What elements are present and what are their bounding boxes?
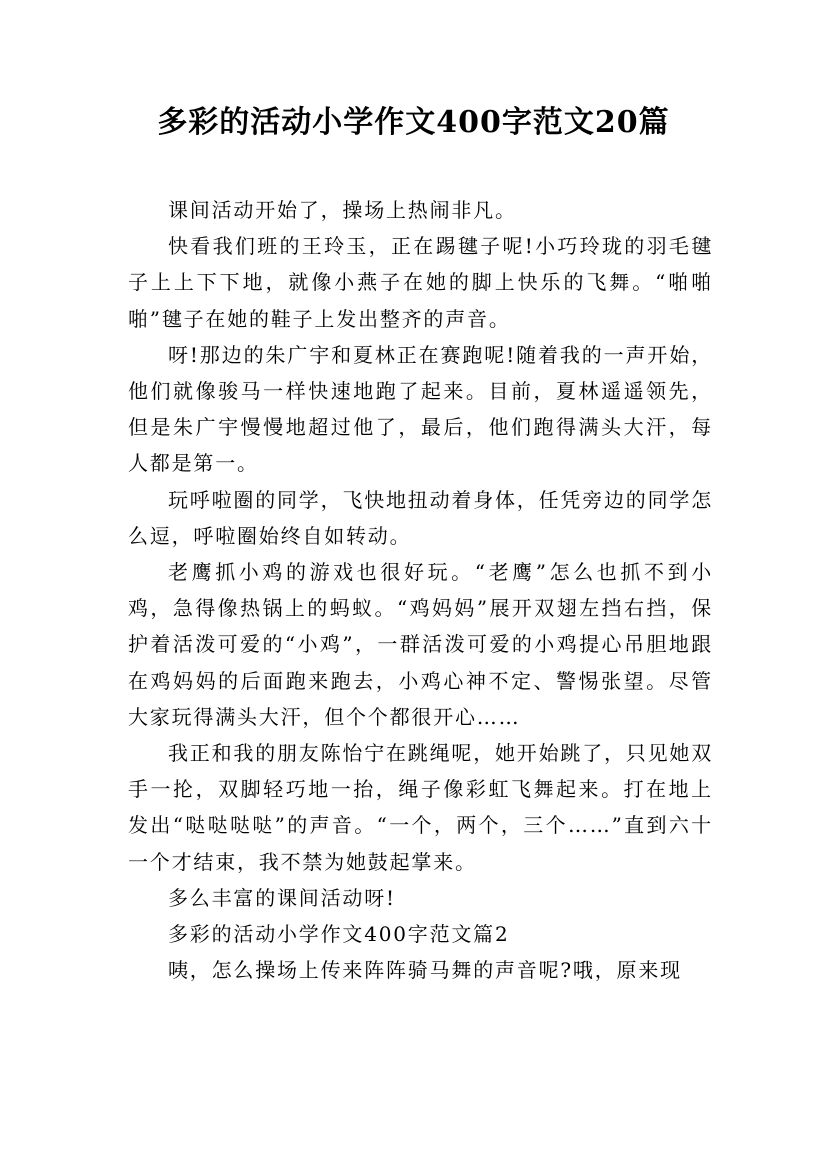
paragraph-3: 呀!那边的朱广宇和夏林正在赛跑呢!随着我的一声开始，他们就像骏马一样快速地跑了起来。目前，夏林遥遥领先，但是朱广宇慢慢地超过他了，最后，他们跑得满头大汗，每人都是第一。 (128, 342, 713, 476)
paragraph-4: 玩呼啦圈的同学，飞快地扭动着身体，任凭旁边的同学怎么逗，呼啦圈始终自如转动。 (128, 487, 713, 548)
section-heading-2: 多彩的活动小学作文400字范文篇2 (168, 922, 510, 947)
paragraph-5: 老鹰抓小鸡的游戏也很好玩。“老鹰”怎么也抓不到小鸡，急得像热锅上的蚂蚁。“鸡妈妈”展开双翅左挡右挡，保护着活泼可爱的“小鸡”，一群活泼可爱的小鸡提心吊胆地跟在鸡妈妈的后面跑来跑去，小鸡心神不定、警惕张望。尽管大家玩得满头大汗，但个个都很开心…… (128, 560, 713, 729)
document-title: 多彩的活动小学作文400字范文20篇 (157, 105, 670, 140)
paragraph-7: 多么丰富的课间活动呀! (168, 885, 396, 910)
paragraph-6: 我正和我的朋友陈怡宁在跳绳呢，她开始跳了，只见她双手一抡，双脚轻巧地一抬，绳子像彩虹飞舞起来。打在地上发出“哒哒哒哒”的声音。“一个，两个，三个……”直到六十一个才结束，我不禁为她鼓起掌来。 (128, 741, 713, 874)
paragraph-2: 快看我们班的王玲玉，正在踢毽子呢!小巧玲珑的羽毛毽子上上下下地，就像小燕子在她的脚上快乐的飞舞。“啪啪啪”毽子在她的鞋子上发出整齐的声音。 (128, 234, 713, 331)
paragraph-8: 咦，怎么操场上传来阵阵骑马舞的声音呢?哦，原来现 (168, 958, 682, 983)
paragraph-1: 课间活动开始了，操场上热闹非凡。 (168, 198, 517, 222)
document-body (128, 192, 713, 988)
